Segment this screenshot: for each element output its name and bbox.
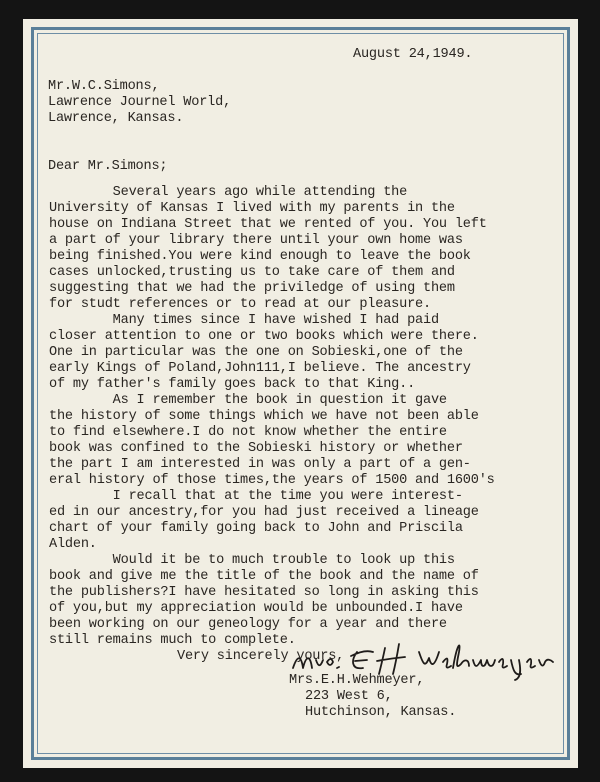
body-line: the history of some things which we have not been able (49, 409, 479, 424)
recipient-city: Lawrence, Kansas. (48, 111, 184, 126)
letter-sheet (23, 19, 578, 768)
body-line: Many times since I have wished I had paid (49, 313, 439, 328)
body-line: to find elsewhere.I do not know whether the entire (49, 425, 447, 440)
closing: Very sincerely yours, (177, 649, 345, 664)
recipient-organization: Lawrence Journel World, (48, 95, 232, 110)
body-line: cases unlocked,trusting us to take care of them and (49, 265, 455, 280)
body-line: Would it be to much trouble to look up this (49, 553, 455, 568)
letter-date: August 24,1949. (353, 47, 473, 62)
body-line: early Kings of Poland,John111,I believe. The ancestry (49, 361, 471, 376)
body-line: the part I am interested in was only a part of a gen- (49, 457, 471, 472)
body-line: eral history of those times,the years of 1500 and 1600's (49, 473, 495, 488)
sender-street: 223 West 6, (305, 689, 393, 704)
salutation: Dear Mr.Simons; (48, 159, 168, 174)
body-line: being finished.You were kind enough to leave the book (49, 249, 471, 264)
body-line: Several years ago while attending the (49, 185, 408, 200)
body-line: still remains much to complete. (49, 633, 296, 648)
body-line: One in particular was the one on Sobieski,one of the (49, 345, 463, 360)
sender-city: Hutchinson, Kansas. (305, 705, 457, 720)
body-line: ed in our ancestry,for you had just received a lineage (49, 505, 479, 520)
body-line: the publishers?I have hesitated so long in asking this (49, 585, 479, 600)
body-line: suggesting that we had the priviledge of using them (49, 281, 455, 296)
body-line: for studt references or to read at our pleasure. (49, 297, 431, 312)
body-line: book was confined to the Sobieski history or whether (49, 441, 463, 456)
sender-name: Mrs.E.H.Wehmeyer, (289, 673, 425, 688)
body-line: a part of your library there until your own home was (49, 233, 463, 248)
recipient-name: Mr.W.C.Simons, (48, 79, 160, 94)
body-line: I recall that at the time you were interest- (49, 489, 463, 504)
body-line: Alden. (49, 537, 97, 552)
body-line: closer attention to one or two books which were there. (49, 329, 479, 344)
body-line: As I remember the book in question it gave (49, 393, 447, 408)
body-line: chart of your family going back to John and Priscila (49, 521, 463, 536)
body-line: of my father's family goes back to that King.. (49, 377, 416, 392)
body-line: house on Indiana Street that we rented of you. You left (49, 217, 487, 232)
body-line: been working on our geneology for a year and there (49, 617, 447, 632)
body-line: University of Kansas I lived with my parents in the (49, 201, 455, 216)
body-line: book and give me the title of the book and the name of (49, 569, 479, 584)
body-line: of you,but my appreciation would be unbounded.I have (49, 601, 463, 616)
